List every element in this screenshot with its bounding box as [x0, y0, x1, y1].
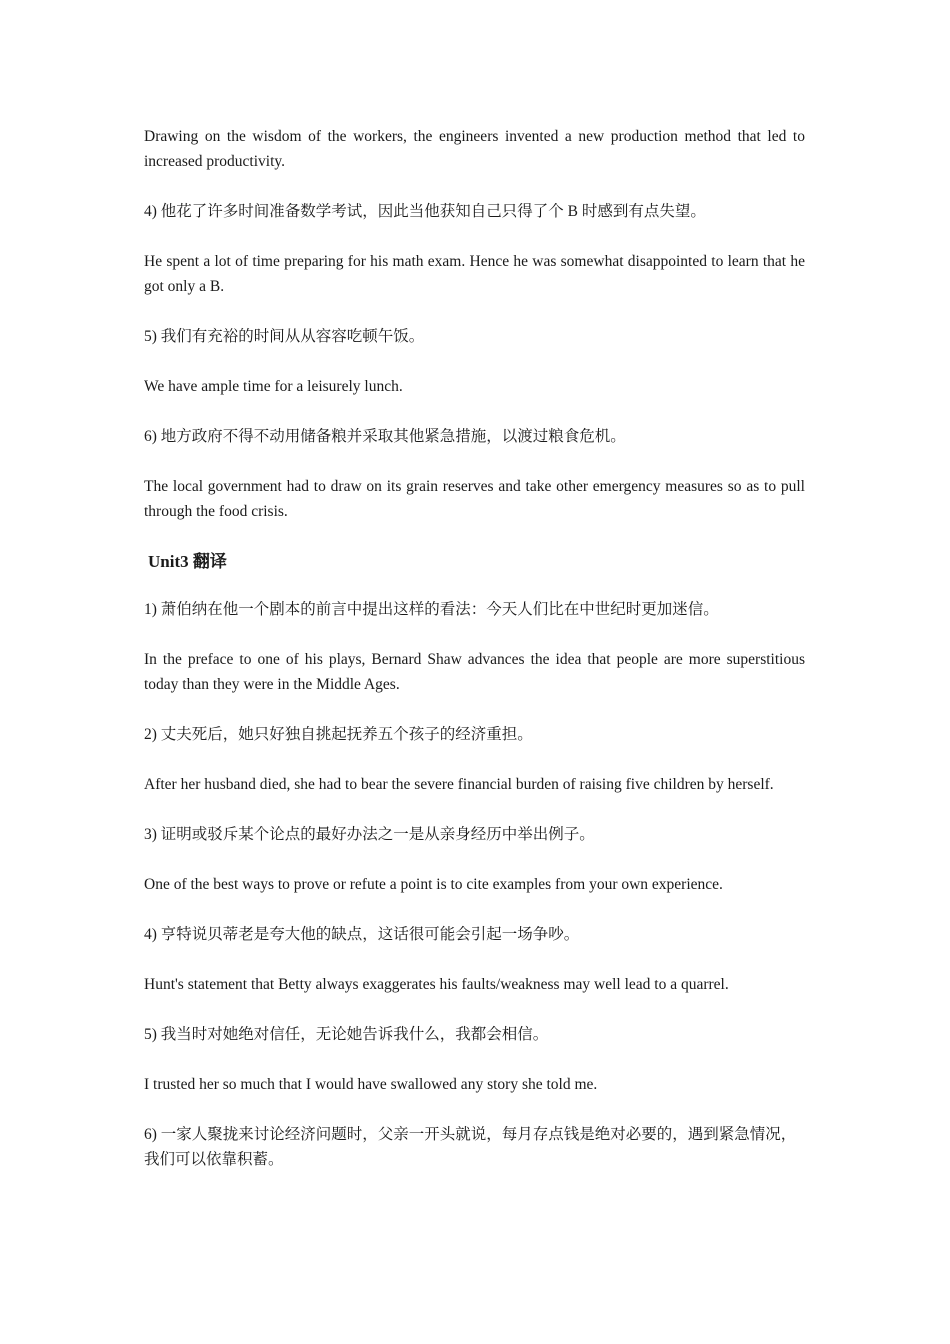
paragraph-cn-5: 5) 我们有充裕的时间从从容容吃顿午饭。 [144, 328, 425, 345]
paragraph-en-3: Drawing on the wisdom of the workers, the engineers invented a new production method that led to increased productivity. [144, 128, 805, 170]
unit3-paragraph-cn-2: 2) 丈夫死后，她只好独自挑起抚养五个孩子的经济重担。 [144, 726, 533, 743]
unit3-paragraph-en-2: After her husband died, she had to bear the severe financial burden of raising five children by herself. [144, 776, 774, 793]
unit3-paragraph-cn-5: 5) 我当时对她绝对信任，无论她告诉我什么，我都会相信。 [144, 1026, 549, 1043]
paragraph-en-5: We have ample time for a leisurely lunch. [144, 378, 403, 395]
unit3-paragraph-en-4: Hunt's statement that Betty always exaggerates his faults/weakness may well lead to a quarrel. [144, 976, 729, 993]
paragraph-en-4: He spent a lot of time preparing for his math exam. Hence he was somewhat disappointed to learn that he got only a B. [144, 253, 805, 295]
unit3-paragraph-cn-3: 3) 证明或驳斥某个论点的最好办法之一是从亲身经历中举出例子。 [144, 826, 595, 843]
document-page [144, 124, 805, 1197]
unit3-paragraph-cn-6: 6) 一家人聚拢来讨论经济问题时，父亲一开头就说，每月存点钱是绝对必要的，遇到紧急情况，我们可以依靠积蓄。 [144, 1126, 797, 1168]
paragraph-en-6: The local government had to draw on its grain reserves and take other emergency measures so as to pull through the food crisis. [144, 478, 805, 520]
paragraph-cn-4: 4) 他花了许多时间准备数学考试，因此当他获知自己只得了个 B 时感到有点失望。 [144, 203, 706, 220]
unit3-paragraph-en-3: One of the best ways to prove or refute a point is to cite examples from your own experience. [144, 876, 723, 893]
unit3-paragraph-en-1: In the preface to one of his plays, Bernard Shaw advances the idea that people are more superstitious today than they were in the Middle Ages. [144, 651, 805, 693]
unit3-paragraph-cn-4: 4) 亨特说贝蒂老是夸大他的缺点，这话很可能会引起一场争吵。 [144, 926, 580, 943]
unit3-paragraph-en-5: I trusted her so much that I would have swallowed any story she told me. [144, 1076, 598, 1093]
unit3-heading: Unit3 翻译 [148, 552, 227, 571]
paragraph-cn-6: 6) 地方政府不得不动用储备粮并采取其他紧急措施，以渡过粮食危机。 [144, 428, 626, 445]
unit3-paragraph-cn-1: 1) 萧伯纳在他一个剧本的前言中提出这样的看法：今天人们比在中世纪时更加迷信。 [144, 601, 719, 618]
